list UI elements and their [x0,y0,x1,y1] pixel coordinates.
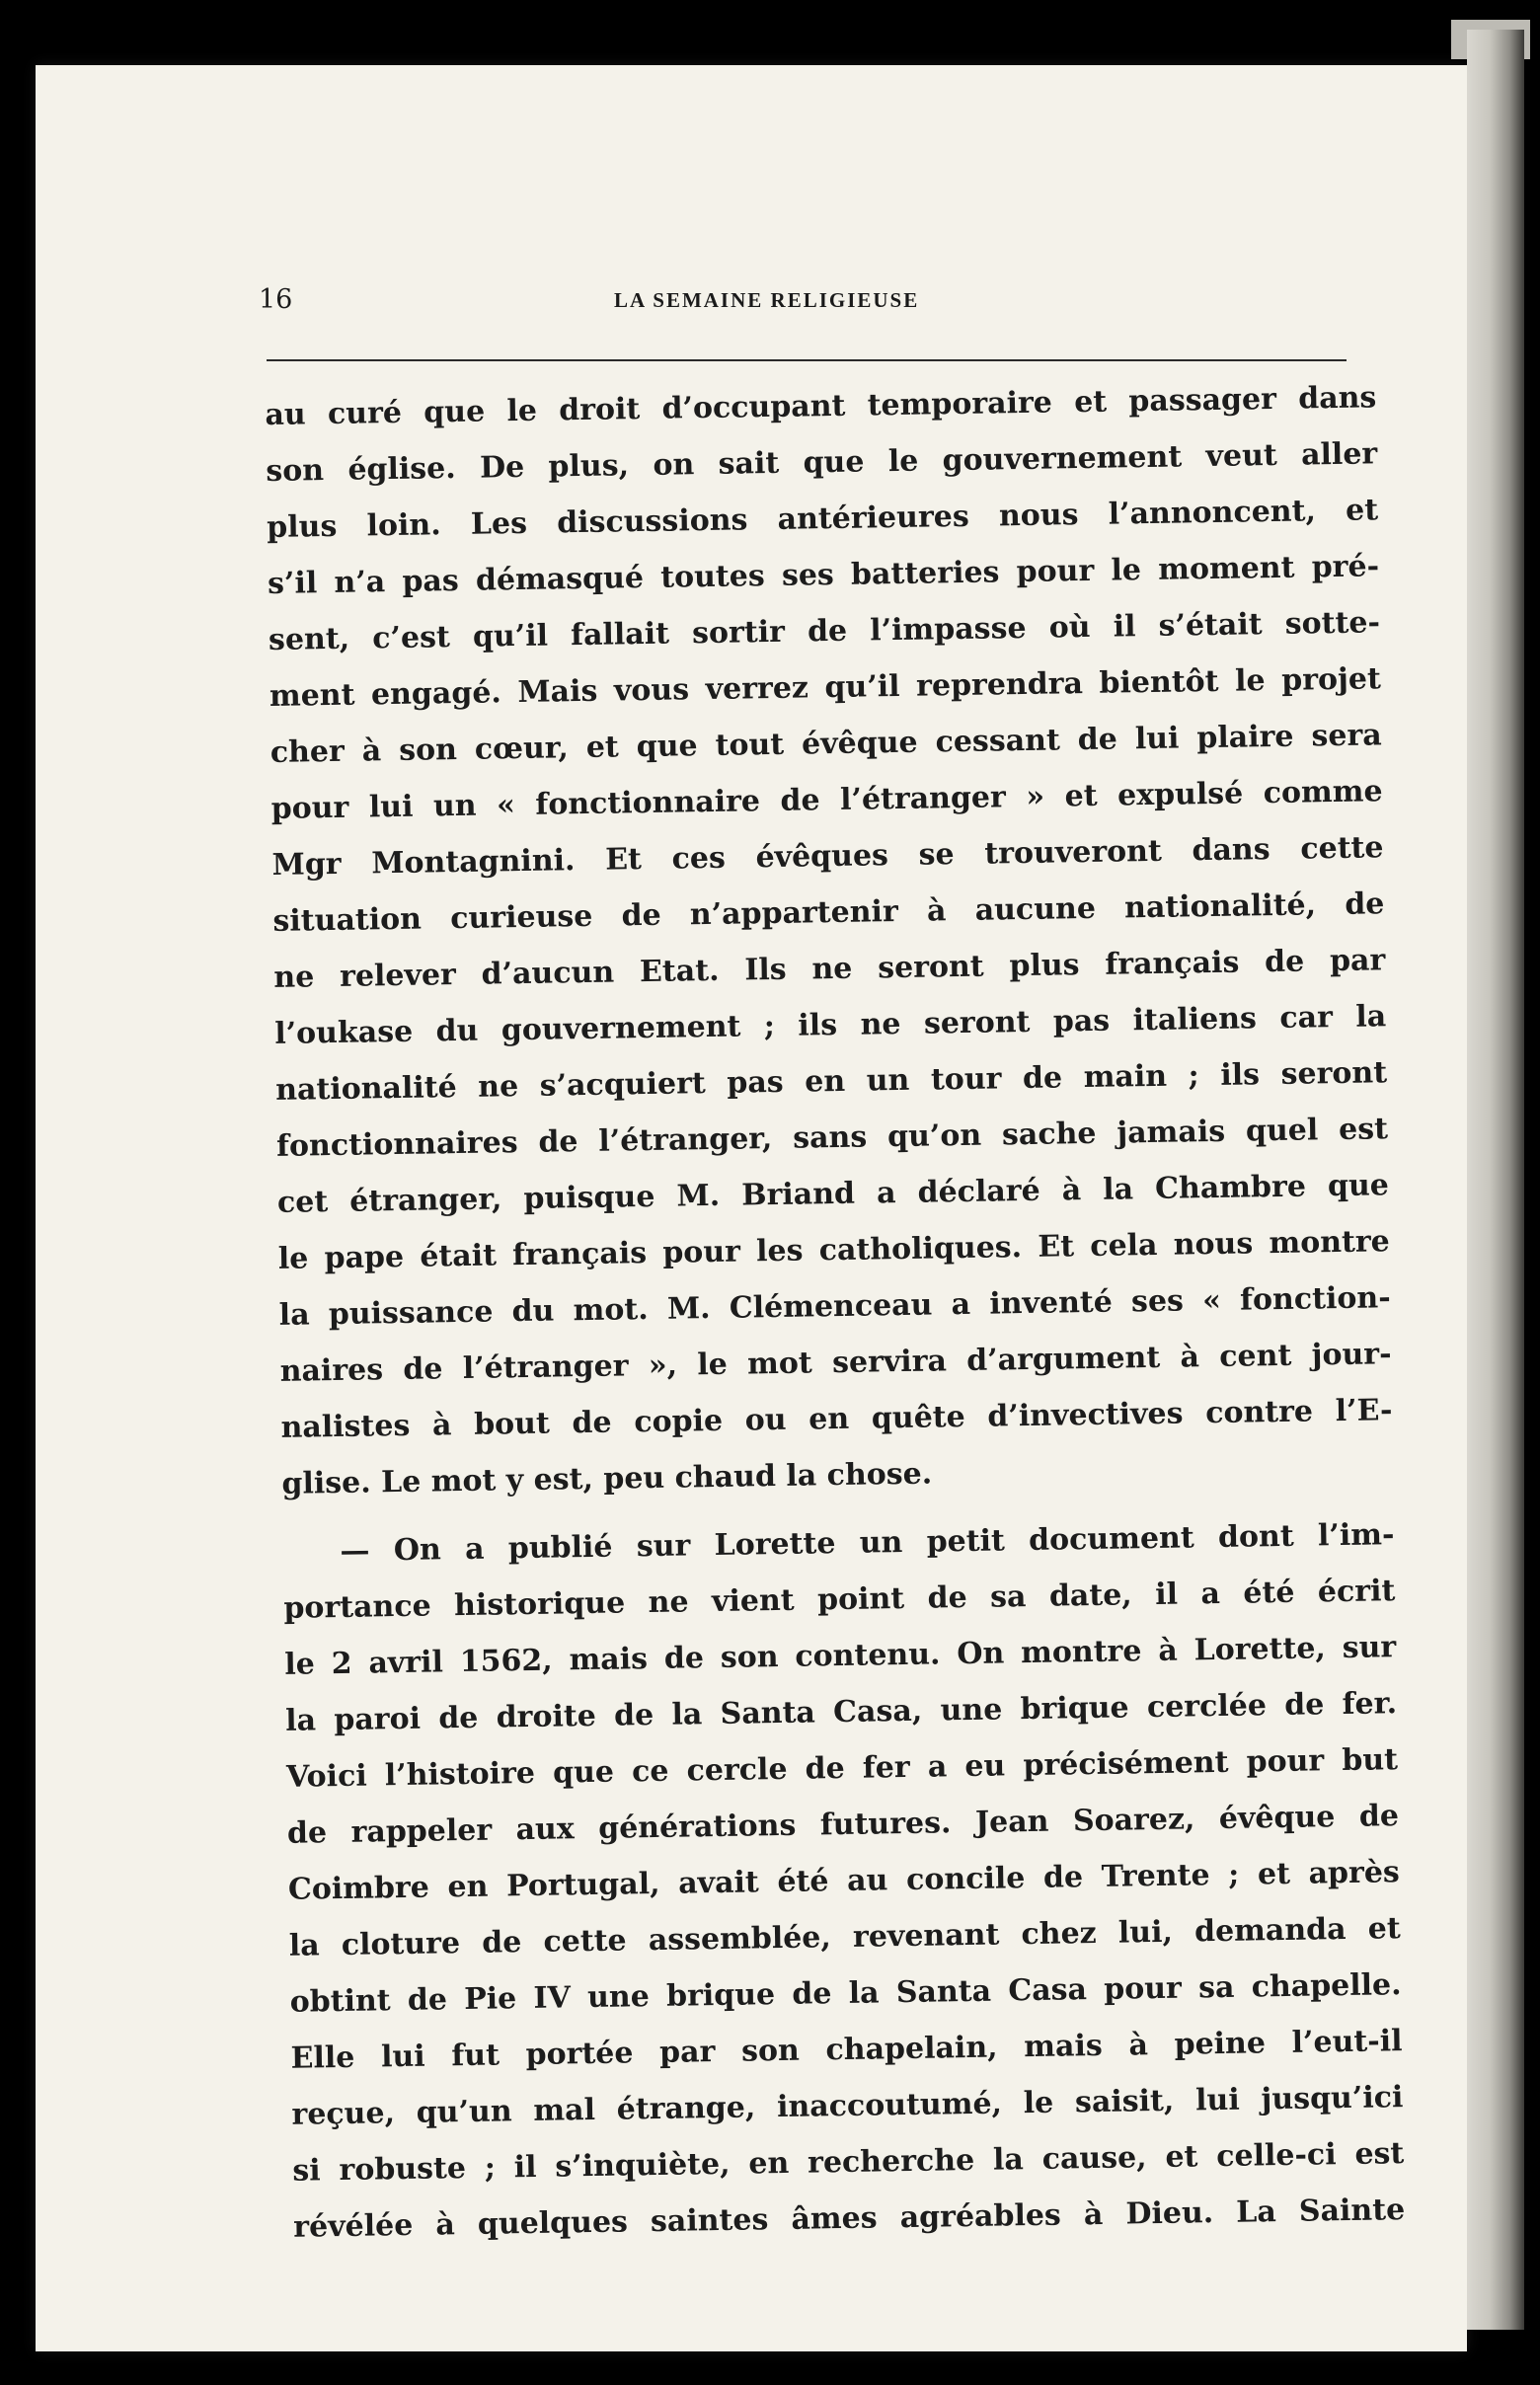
text-line: naires de l’étranger », le mot servira d’argument à cent jour- [279,1337,1392,1389]
text-line: le pape était français pour les catholiques. Et cela nous montre [277,1224,1391,1276]
body-text [265,369,1406,2255]
running-title: LA SEMAINE RELIGIEUSE [614,288,920,312]
text-line: nationalité ne s’acquiert pas en un tour de main ; ils seront [274,1055,1388,1108]
text-line: le 2 avril 1562, mais de son contenu. On montre à Lorette, sur [284,1630,1397,1682]
text-line: si robuste ; il s’inquiète, en recherche la cause, et celle-ci est [292,2136,1405,2189]
text-line: cher à son cœur, et que tout évêque cessant de lui plaire sera [270,718,1382,770]
text-line: ment engagé. Mais vous verrez qu’il reprendra bientôt le projet [269,661,1382,714]
text-line: la paroi de droite de la Santa Casa, une brique cerclée de fer. [284,1686,1398,1738]
page-stack-edge [1467,30,1524,2330]
running-header [259,284,1345,324]
text-line: fonctionnaires de l’étranger, sans qu’on sache jamais quel est [275,1112,1389,1164]
text-line: ne relever d’aucun Etat. Ils ne seront plus français de par [273,943,1386,995]
text-line: pour lui un « fonctionnaire de l’étranger » et expulsé comme [270,774,1383,826]
text-line: l’oukase du gouvernement ; ils ne seront pas italiens car la [274,999,1387,1051]
text-line: plus loin. Les discussions antérieures nous l’annoncent, et [266,493,1379,545]
text-line: son église. De plus, on sait que le gouvernement veut aller [266,436,1378,489]
header-rule [267,359,1347,361]
page-number: 16 [259,284,293,315]
text-line: Voici l’histoire que ce cercle de fer a eu précisément pour but [285,1742,1399,1795]
text-line: sent, c’est qu’il fallait sortir de l’impasse où il s’était sotte- [268,605,1381,657]
text-line: reçue, qu’un mal étrange, inaccoutumé, le saisit, lui jusqu’ici [291,2080,1404,2132]
text-line: situation curieuse de n’appartenir à aucune nationalité, de [272,886,1385,939]
text-line: au curé que le droit d’occupant temporaire et passager dans [265,380,1377,432]
text-line: cet étranger, puisque M. Briand a déclaré à la Chambre que [276,1168,1390,1220]
text-line: portance historique ne vient point de sa date, il a été écrit [283,1574,1396,1626]
text-line: Mgr Montagnini. Et ces évêques se trouveront dans cette [271,830,1384,883]
text-line: Elle lui fut portée par son chapelain, mais à peine l’eut-il [290,2024,1403,2076]
text-line: glise. Le mot y est, peu chaud la chose. [281,1456,933,1501]
text-line: Coimbre en Portugal, avait été au concile de Trente ; et après [287,1855,1401,1907]
text-line: de rappeler aux générations futures. Jean Soarez, évêque de [286,1799,1400,1851]
text-line: révélée à quelques saintes âmes agréables à Dieu. La Sainte [293,2193,1406,2245]
text-line: s’il n’a pas démasqué toutes ses batteries pour le moment pré- [267,549,1380,601]
text-line: obtint de Pie IV une brique de la Santa Casa pour sa chapelle. [289,1967,1402,2020]
text-line: la puissance du mot. M. Clémenceau a inventé ses « fonction- [278,1280,1391,1333]
text-line: nalistes à bout de copie ou en quête d’invectives contre l’E- [280,1393,1393,1445]
text-line: — On a publié sur Lorette un petit document dont l’im- [340,1517,1395,1569]
text-line: la cloture de cette assemblée, revenant chez lui, demanda et [288,1911,1401,1963]
